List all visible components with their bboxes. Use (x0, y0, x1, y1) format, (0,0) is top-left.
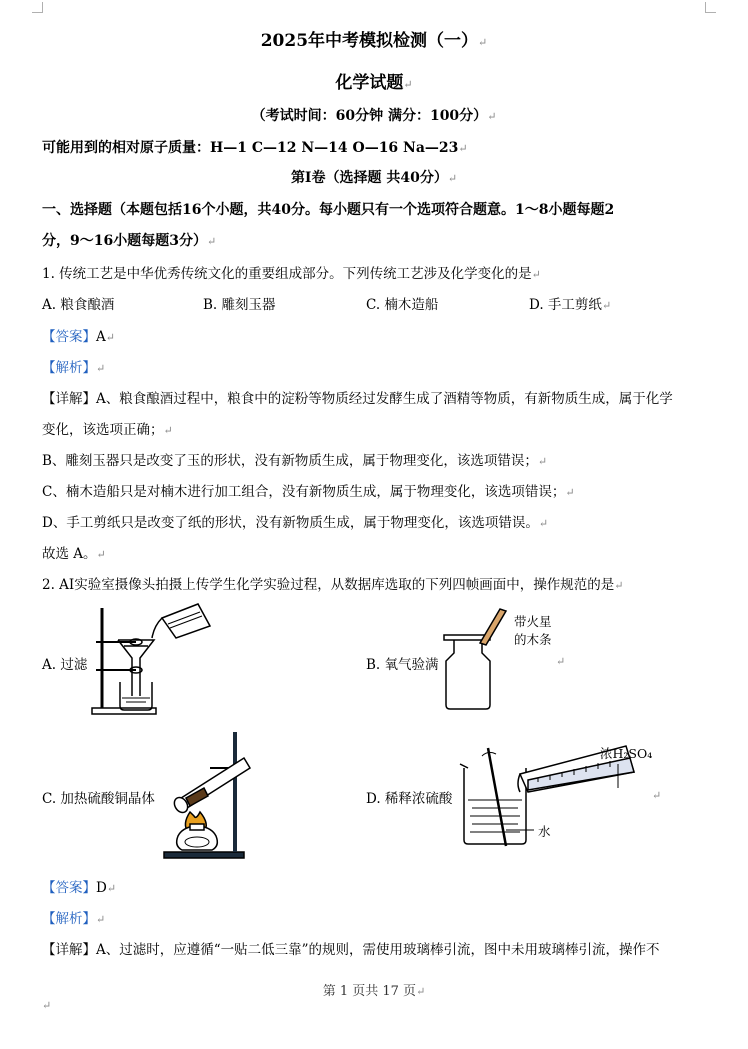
q1-detail-d: D、手工剪纸只是改变了纸的形状，没有新物质生成，属于物理变化，该选项错误。↵ (42, 515, 549, 531)
acid-label: 浓H₂SO₄ (600, 746, 653, 761)
q1-stem: 1. 传统工艺是中华优秀传统文化的重要组成部分。下列传统工艺涉及化学变化的是↵ (42, 266, 541, 282)
exam-title: 2025年中考模拟检测（一）↵ (260, 31, 488, 51)
section-heading-line1: 一、选择题（本题包括16个小题，共40分。每小题只有一个选项符合题意。1～8小题每题2 (42, 202, 615, 218)
q1-option-d: D. 手工剪纸↵ (529, 297, 612, 313)
q1-detail-b: B、雕刻玉器只是改变了玉的形状，没有新物质生成，属于物理变化，该选项错误；↵ (42, 453, 548, 469)
q2-option-d-mark: ↵ (652, 789, 662, 802)
section-heading-line2: 分，9～16小题每题3分）↵ (42, 233, 217, 249)
q2-option-b-mark: ↵ (556, 655, 566, 668)
splint-label-2: 的木条 (514, 632, 552, 647)
q1-option-b: B. 雕刻玉器 (203, 297, 276, 313)
q2-analysis: 【解析】↵ (42, 911, 106, 927)
crop-mark-right (705, 2, 716, 13)
q1-detail-line2: 变化，该选项正确；↵ (42, 422, 173, 438)
water-label: 水 (538, 824, 551, 839)
q1-option-a: A. 粮食酿酒 (42, 297, 115, 313)
q1-analysis: 【解析】↵ (42, 360, 106, 376)
q2-answer: 【答案】D↵ (42, 880, 117, 896)
q1-detail-line1: 【详解】A、粮食酿酒过程中，粮食中的淀粉等物质经过发酵生成了酒精等物质，有新物质生成，属于化学 (42, 391, 673, 407)
filtration-figure (88, 600, 218, 718)
atomic-masses: 可能用到的相对原子质量：H—1 C—12 N—14 O—16 Na—23↵ (42, 140, 468, 156)
oxygen-test-figure (440, 605, 510, 713)
q2-option-b: B. 氧气验满 (366, 657, 439, 673)
crop-mark-left (32, 2, 43, 13)
q2-option-d: D. 稀释浓硫酸 (366, 791, 453, 807)
q2-option-c: C. 加热硫酸铜晶体 (42, 791, 155, 807)
end-mark: ↵ (42, 999, 52, 1012)
volume-heading: 第Ⅰ卷（选择题 共40分）↵ (290, 170, 458, 186)
splint-label-1: 带火星 (514, 614, 552, 629)
q1-option-c: C. 楠木造船 (366, 297, 439, 313)
q1-answer: 【答案】A↵ (42, 329, 115, 345)
heating-figure (160, 728, 260, 860)
q2-detail-line1: 【详解】A、过滤时，应遵循“一贴二低三靠”的规则，需使用玻璃棒引流，图中未用玻璃棒引流，操作不 (42, 942, 660, 958)
q1-conclusion: 故选 A。↵ (42, 546, 106, 562)
subject-title: 化学试题↵ (335, 73, 413, 93)
exam-info: （考试时间：60分钟 满分：100分）↵ (251, 108, 497, 124)
page-footer: 第 1 页共 17 页↵ (322, 984, 426, 999)
q2-option-a: A. 过滤 (42, 657, 88, 673)
q1-detail-c: C、楠木造船只是对楠木进行加工组合，没有新物质生成，属于物理变化，该选项错误；↵ (42, 484, 575, 500)
q2-stem: 2. AI实验室摄像头拍摄上传学生化学实验过程，从数据库选取的下列四帧画面中，操作规范的是↵ (42, 577, 624, 593)
